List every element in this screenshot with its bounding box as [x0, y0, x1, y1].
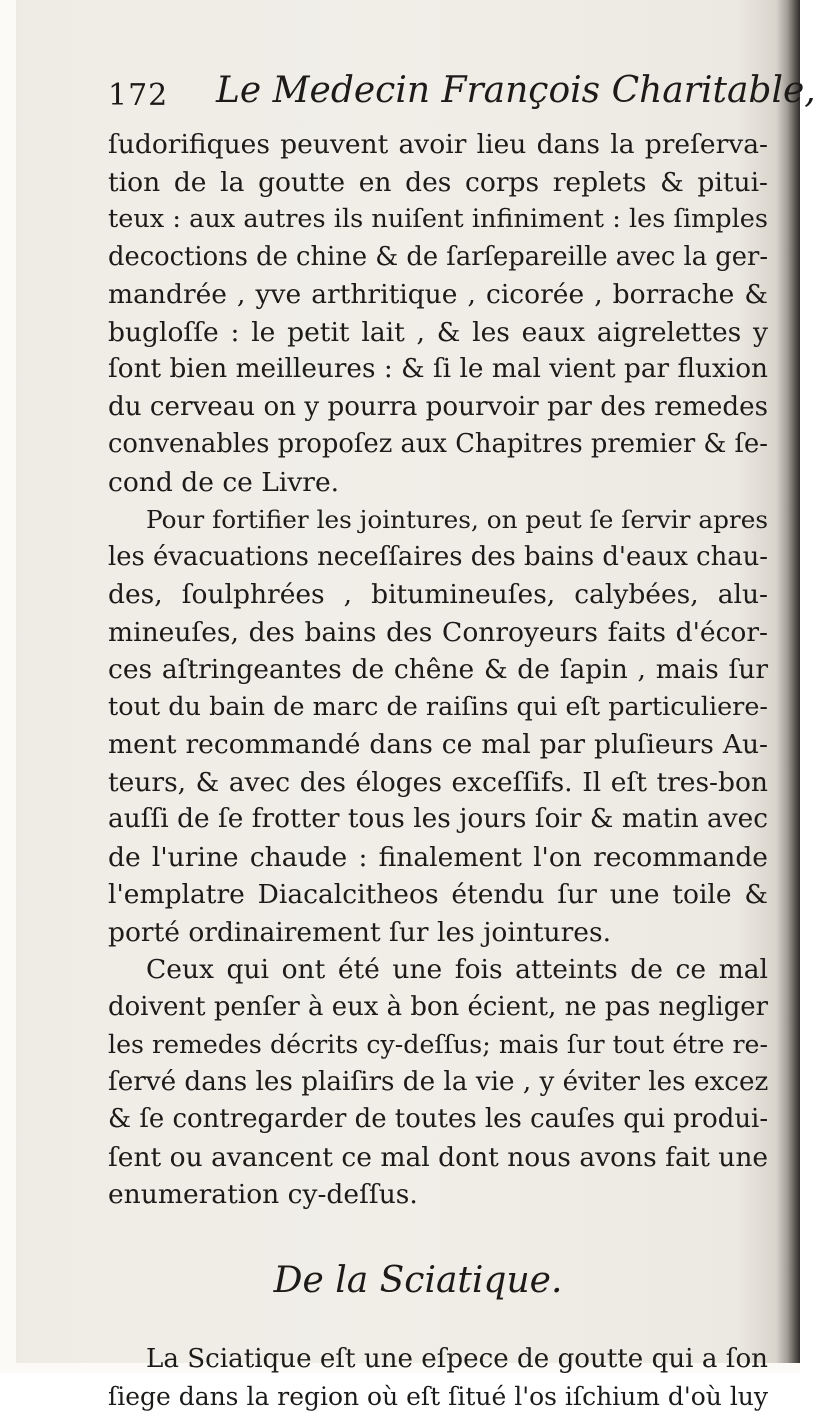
paragraph-2	[108, 501, 768, 951]
text-line: porté ordinairement ſur les jointures.	[108, 916, 611, 948]
text-line: doivent penſer à eux à bon écient, ne pas negliger	[108, 991, 768, 1022]
text-line: teurs, & avec des éloges exceſſifs. Il eſt tres-bon	[108, 766, 768, 798]
text-line: enumeration cy-deſſus.	[108, 1179, 418, 1210]
paragraph-3	[108, 951, 768, 1214]
text-line: du cerveau on y pourra pourvoir par des remedes	[108, 391, 768, 422]
running-title: Le Medecin François Charitable,	[216, 70, 816, 111]
text-line: ſervé dans les plaiſirs de la vie , y éviter les excez	[108, 1066, 769, 1097]
text-line: tion de la goutte en des corps replets & pitui-	[108, 166, 768, 198]
page-text-block	[108, 68, 816, 1416]
text-line: mineuſes, des bains des Conroyeurs faits d'écor-	[108, 616, 768, 648]
text-line: & ſe contregarder de toutes les cauſes qui produi-	[108, 1104, 769, 1134]
paragraph-4	[108, 1341, 768, 1416]
section-heading: De la Sciatique.	[273, 1259, 563, 1301]
text-line: auſſi de ſe frotter tous les jours ſoir & matin avec	[108, 804, 768, 834]
text-line: ſiege dans la region où eſt ſitué l'os iſchium d'où luy	[108, 1382, 768, 1411]
page-gutter-shadow	[788, 0, 800, 1373]
text-line: l'emplatre Diacalcitheos étendu ſur une toile &	[108, 879, 768, 910]
text-line: bugloſſe : le petit lait , & les eaux aigrelettes y	[108, 316, 768, 348]
text-line: des, ſoulphrées , bitumineuſes, calybées, alu-	[108, 579, 768, 610]
text-line: les remedes décrits cy-deſſus; mais ſur tout étre re-	[108, 1030, 768, 1059]
text-line: de l'urine chaude : finalement l'on recommande	[108, 841, 768, 873]
text-line: decoctions de chine & de ſarſepareille avec la ger-	[108, 241, 769, 272]
text-line: tout du bain de marc de raiſins qui eſt particuliere-	[108, 691, 768, 722]
text-line: Ceux qui ont été une fois atteints de ce mal	[146, 954, 768, 985]
page-header	[108, 68, 816, 126]
page-left-margin	[0, 0, 16, 1373]
text-line: ces aſtringeantes de chêne & de ſapin , mais ſur	[108, 654, 768, 685]
text-line: cond de ce Livre.	[108, 466, 340, 498]
text-line: Pour fortifier les jointures, on peut ſe ſervir apres	[146, 505, 768, 534]
text-line: La Sciatique eſt une eſpece de goutte qui a ſon	[146, 1343, 768, 1374]
page-number: 172	[108, 78, 169, 113]
text-line: ſont bien meilleures : & ſi le mal vient par fluxion	[108, 354, 768, 384]
text-line: ment recommandé dans ce mal par pluſieurs Au-	[108, 729, 768, 760]
paragraph-1	[108, 126, 768, 501]
text-line: convenables propoſez aux Chapitres premier & ſe-	[108, 429, 768, 459]
text-line: ſent ou avancent ce mal dont nous avons fait une	[108, 1141, 769, 1173]
text-line: mandrée , yve arthritique , cicorée , borrache &	[108, 279, 768, 310]
text-line: teux : aux autres ils nuiſent infiniment : les ſimples	[108, 204, 768, 234]
text-line: les évacuations neceſſaires des bains d'eaux chau-	[108, 541, 768, 572]
text-line: ſudorifiques peuvent avoir lieu dans la preſerva-	[108, 129, 768, 160]
